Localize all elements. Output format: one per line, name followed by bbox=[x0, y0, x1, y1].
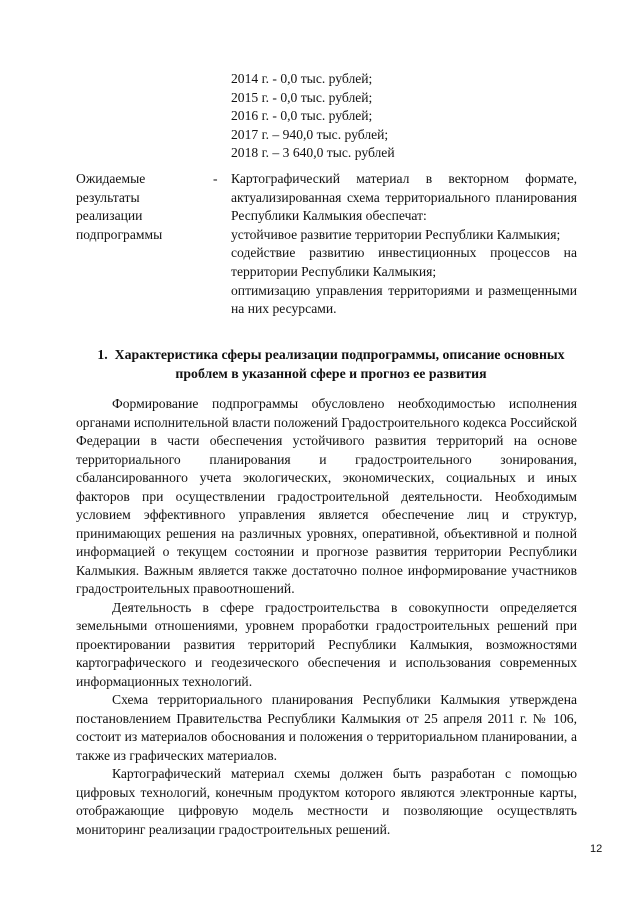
label-line: результаты bbox=[76, 189, 140, 205]
label-line: подпрограммы bbox=[76, 226, 163, 242]
section-body bbox=[76, 395, 577, 839]
result-item: Картографический материал в векторном формате, актуализированная схема территориального планирования Республики Калмыкия обеспечат: bbox=[231, 171, 577, 224]
section-heading bbox=[76, 345, 586, 383]
section-title-line1: Характеристика сферы реализации подпрограммы, описание основных bbox=[114, 347, 565, 362]
label-line: реализации bbox=[76, 208, 143, 224]
result-item: оптимизацию управления территориями и размещенными на них ресурсами. bbox=[231, 282, 577, 317]
finance-line-2014: 2014 г. - 0,0 тыс. рублей; bbox=[231, 71, 373, 86]
section-number: 1. bbox=[97, 347, 108, 362]
result-item: содействие развитию инвестиционных процессов на территории Республики Калмыкия; bbox=[231, 245, 577, 279]
finance-volume-list bbox=[231, 70, 395, 163]
section-title-line2: проблем в указанной сфере и прогноз ее развития bbox=[175, 366, 487, 381]
paragraph: Схема территориального планирования Республики Калмыкия утверждена постановлением Правительства Республики Калмыкия от 25 апреля 2011 г. № 106, состоит из материалов обоснования и положения о территориальном планировании, а также из графических материалов. bbox=[76, 692, 577, 763]
finance-line-2015: 2015 г. - 0,0 тыс. рублей; bbox=[231, 89, 373, 105]
paragraph: Картографический материал схемы должен быть разработан с помощью цифровых технологий, конечным продуктом которого являются электронные карты, отображающие цифровую модель местности и позволяющие осуществлять мониторинг реализации градостроительных решений. bbox=[76, 766, 577, 837]
paragraph: Формирование подпрограммы обусловлено необходимостью исполнения органами исполнительной власти положений Градостроительного кодекса Российской Федерации в части обеспечения устойчивого развития территорий на основе территориального планирования и градостроительного зонирования, сбалансированного учета экологических, экономических, социальных и иных факторов при осуществлении градостроительной деятельности. Необходимым условием эффективного управления является обеспечение лиц и структур, принимающих решения на различных уровнях, оперативной, объективной и полной информацией о текущем состоянии и прогнозе развития территории Республики Калмыкия. Важным является также достаточно полное информирование участников градостроительных правоотношений. bbox=[76, 396, 577, 596]
expected-results-list bbox=[231, 170, 577, 319]
finance-line-2018: 2018 г. – 3 640,0 тыс. рублей bbox=[231, 145, 395, 160]
result-item: устойчивое развитие территории Республики Калмыкия; bbox=[231, 226, 561, 242]
row-dash: - bbox=[213, 171, 218, 186]
finance-line-2017: 2017 г. – 940,0 тыс. рублей; bbox=[231, 126, 389, 142]
finance-line-2016: 2016 г. - 0,0 тыс. рублей; bbox=[231, 108, 373, 123]
expected-results-label bbox=[76, 170, 206, 244]
label-line: Ожидаемые bbox=[76, 171, 146, 186]
paragraph: Деятельность в сфере градостроительства в совокупности определяется земельными отношениями, уровнем проработки градостроительных решений при проектировании развития территорий Республики Калмыкия, возможностями картографического и геодезического обеспечения и использования современных информационных технологий. bbox=[76, 599, 577, 689]
page-number: 12 bbox=[590, 843, 603, 855]
